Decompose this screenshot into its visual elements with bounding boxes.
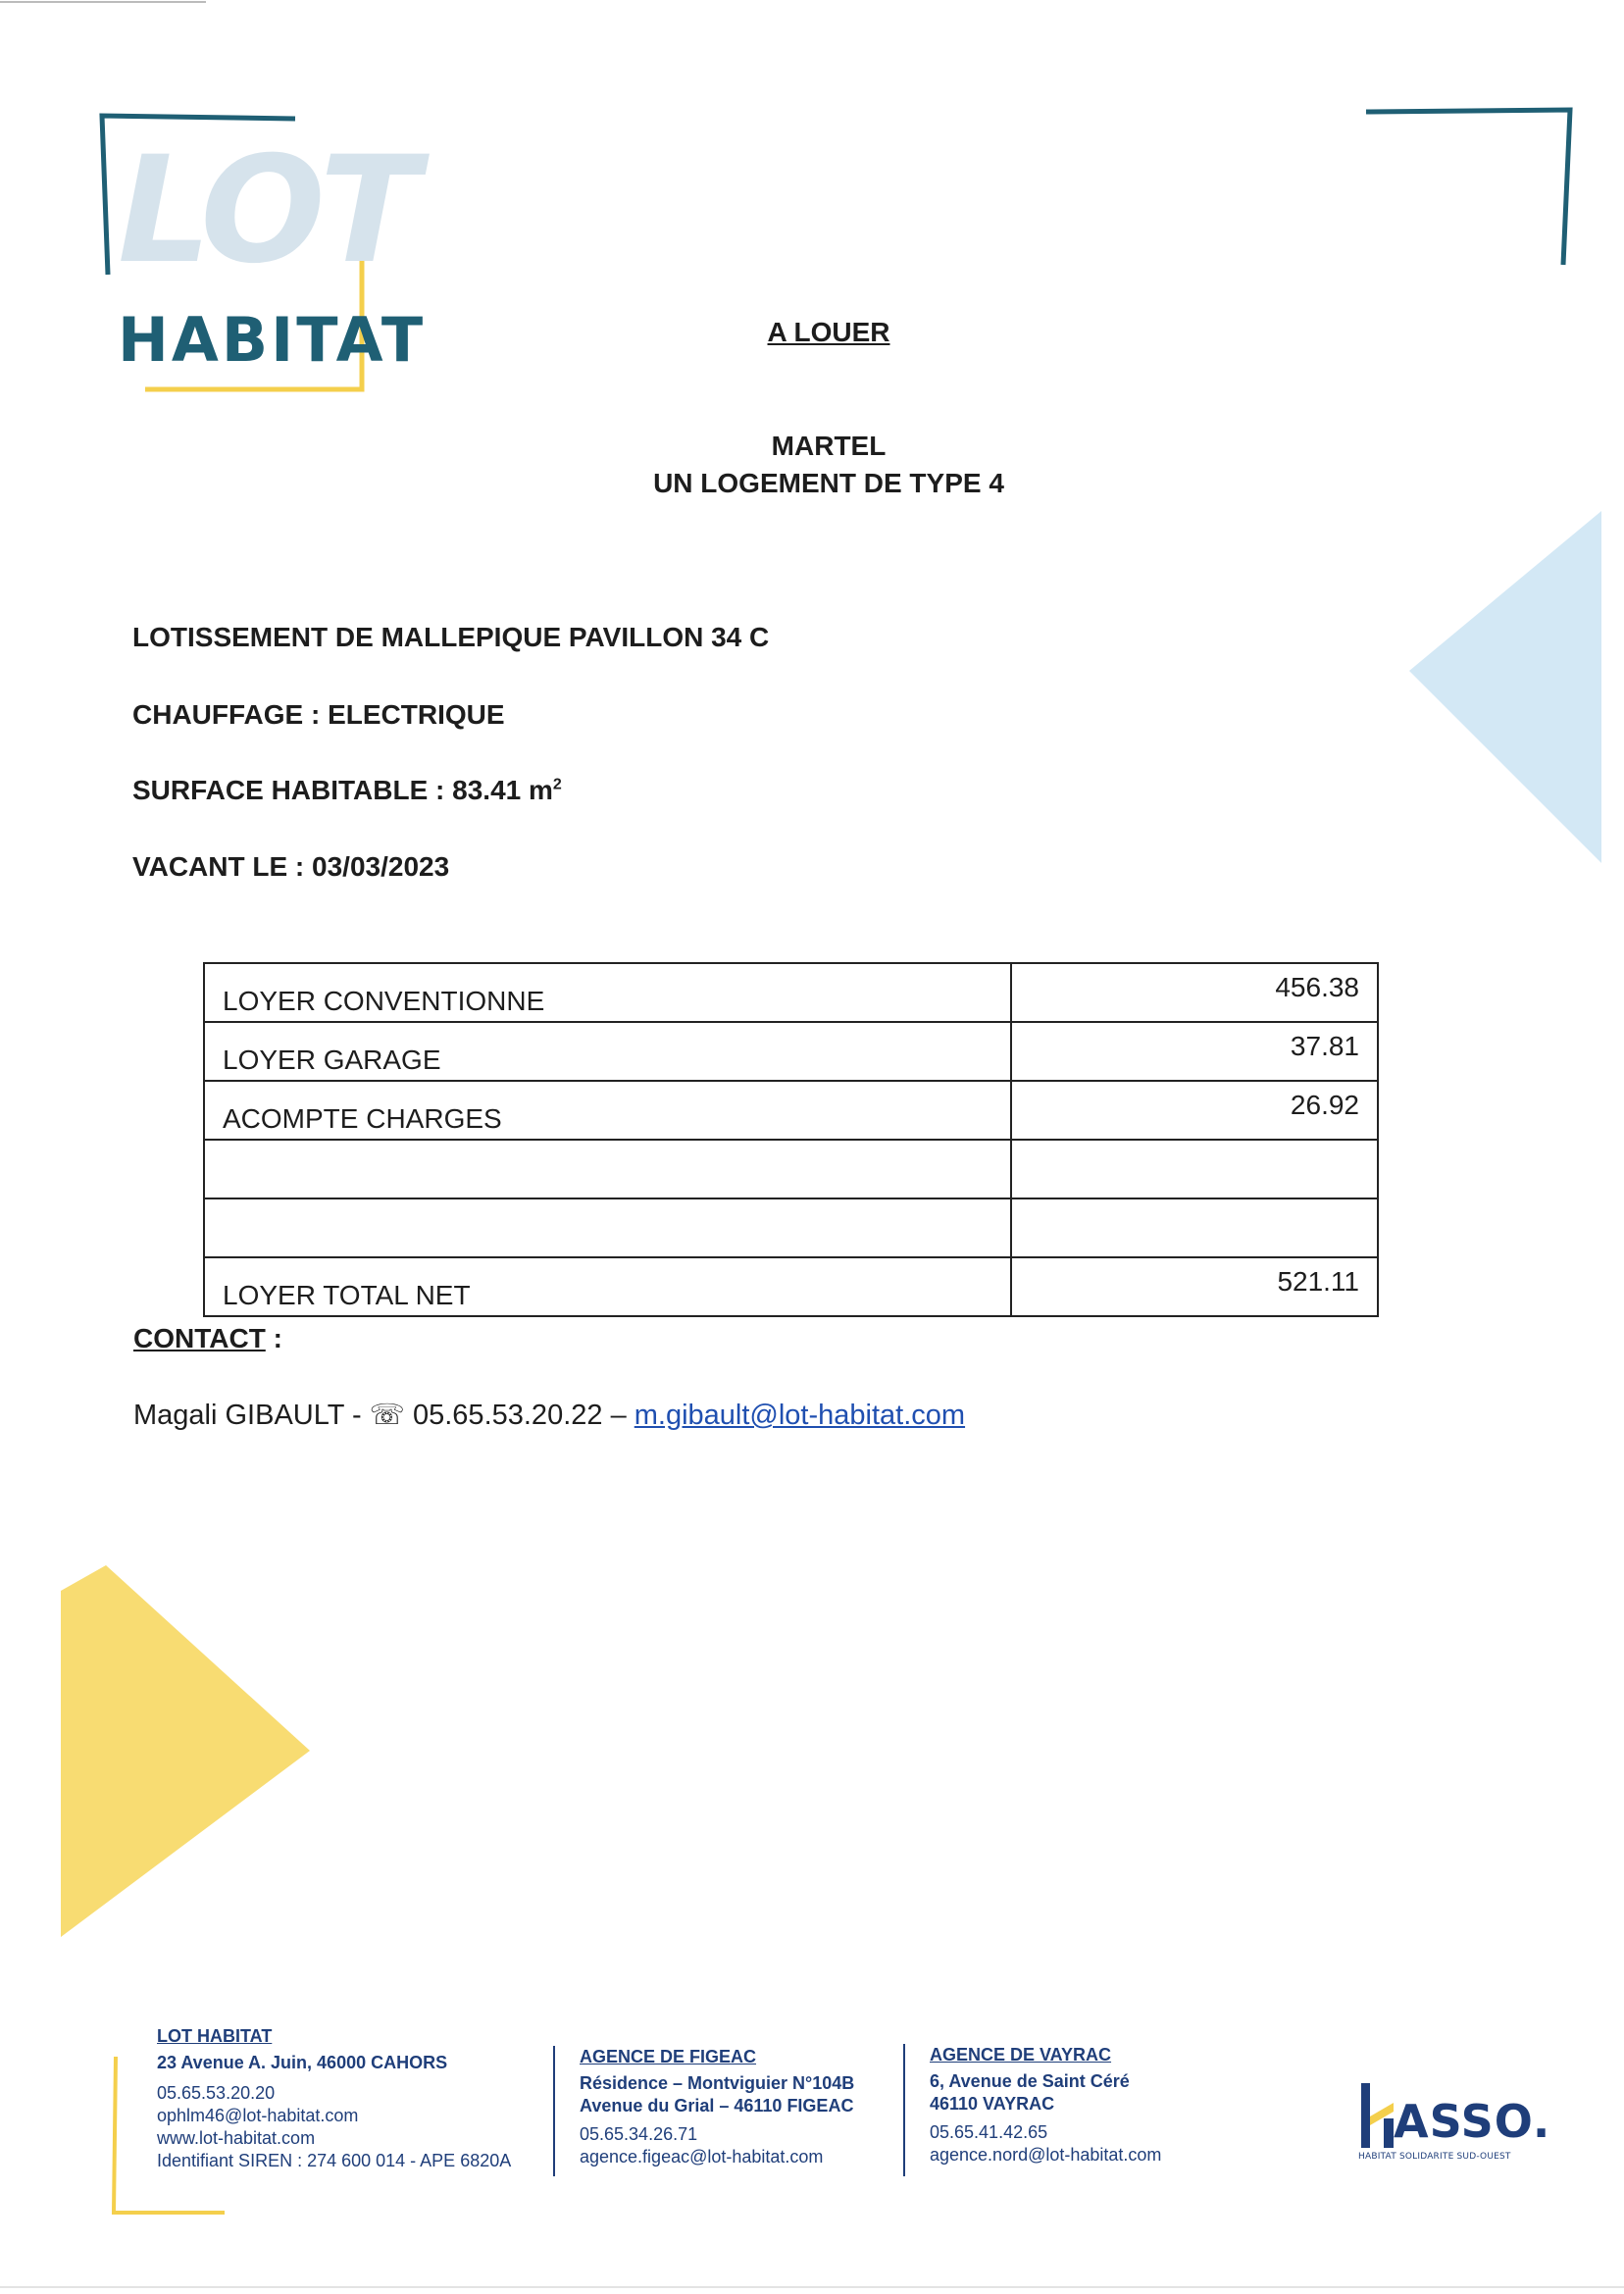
footer-vayrac-title: AGENCE DE VAYRAC xyxy=(930,2045,1112,2065)
surface-exponent: 2 xyxy=(552,776,562,793)
asso-tagline: HABITAT SOLIDARITE SUD-OUEST xyxy=(1358,2152,1511,2162)
footer-figeac xyxy=(580,2046,854,2168)
rent-row-label xyxy=(204,1198,1011,1257)
rent-table xyxy=(203,962,1379,1317)
unit-title: UN LOGEMENT DE TYPE 4 xyxy=(653,468,1004,498)
city-title: MARTEL xyxy=(771,431,887,461)
footer-figeac-title: AGENCE DE FIGEAC xyxy=(580,2047,757,2066)
rent-row-value: 37.81 xyxy=(1011,1022,1378,1081)
rent-row-label: LOYER GARAGE xyxy=(204,1022,1011,1081)
footer-figeac-line2: Avenue du Grial – 46110 FIGEAC xyxy=(580,2096,854,2116)
contact-name: Magali GIBAULT - xyxy=(133,1400,370,1431)
footer-figeac-email[interactable]: agence.figeac@lot-habitat.com xyxy=(580,2147,824,2167)
footer-vayrac-email[interactable]: agence.nord@lot-habitat.com xyxy=(930,2145,1162,2165)
rent-row-value: 521.11 xyxy=(1011,1257,1378,1316)
contact-line xyxy=(133,1398,965,1432)
footer-vayrac-line2: 46110 VAYRAC xyxy=(930,2094,1055,2114)
footer-hq-legal: Identifiant SIREN : 274 600 014 - APE 6820A xyxy=(157,2151,512,2170)
footer-figeac-line1: Résidence – Montviguier N°104B xyxy=(580,2073,855,2093)
rent-row-value xyxy=(1011,1198,1378,1257)
rent-row-label xyxy=(204,1140,1011,1198)
contact-heading-text: CONTACT xyxy=(133,1323,266,1353)
surface-line xyxy=(132,775,562,806)
contact-phone: 05.65.53.20.22 – xyxy=(404,1400,634,1431)
footer-hq-phone: 05.65.53.20.20 xyxy=(157,2083,276,2103)
footer-vayrac xyxy=(930,2044,1161,2167)
rent-row-label: LOYER TOTAL NET xyxy=(204,1257,1011,1316)
rent-row-value xyxy=(1011,1140,1378,1198)
rent-table-row xyxy=(204,1022,1378,1081)
rent-table-row xyxy=(204,1257,1378,1316)
footer-hq xyxy=(157,2025,511,2172)
contact-email-link[interactable]: m.gibault@lot-habitat.com xyxy=(634,1400,966,1431)
rent-table-row xyxy=(204,1081,1378,1140)
asso-name: ASSO. xyxy=(1394,2095,1551,2148)
rent-table-row xyxy=(204,1198,1378,1257)
footer-hq-title: LOT HABITAT xyxy=(157,2026,273,2046)
logo-habitat-text: HABITAT xyxy=(118,304,427,376)
rent-row-label: ACOMPTE CHARGES xyxy=(204,1081,1011,1140)
rent-table-row xyxy=(204,963,1378,1022)
heating-line: CHAUFFAGE : ELECTRIQUE xyxy=(132,699,505,730)
footer-figeac-phone: 05.65.34.26.71 xyxy=(580,2124,698,2144)
address-line: LOTISSEMENT DE MALLEPIQUE PAVILLON 34 C xyxy=(132,622,770,652)
footer-hq-address: 23 Avenue A. Juin, 46000 CAHORS xyxy=(157,2053,448,2072)
logo-lot-text: LOT xyxy=(118,126,415,296)
rent-row-value: 456.38 xyxy=(1011,963,1378,1022)
footer-hq-email[interactable]: ophlm46@lot-habitat.com xyxy=(157,2106,359,2125)
footer-vayrac-phone: 05.65.41.42.65 xyxy=(930,2122,1048,2142)
phone-icon: ☏ xyxy=(369,1400,405,1431)
ad-type-title: A LOUER xyxy=(767,317,890,347)
footer-vayrac-line1: 6, Avenue de Saint Céré xyxy=(930,2071,1130,2091)
rent-row-label: LOYER CONVENTIONNE xyxy=(204,963,1011,1022)
contact-heading-colon: : xyxy=(265,1323,282,1353)
rent-table-row xyxy=(204,1140,1378,1198)
asso-house-icon xyxy=(1358,2083,1397,2150)
footer-hq-web[interactable]: www.lot-habitat.com xyxy=(157,2128,316,2148)
vacancy-line: VACANT LE : 03/03/2023 xyxy=(132,851,450,882)
surface-text: SURFACE HABITABLE : 83.41 m xyxy=(132,775,553,805)
rent-row-value: 26.92 xyxy=(1011,1081,1378,1140)
contact-heading xyxy=(133,1323,282,1354)
